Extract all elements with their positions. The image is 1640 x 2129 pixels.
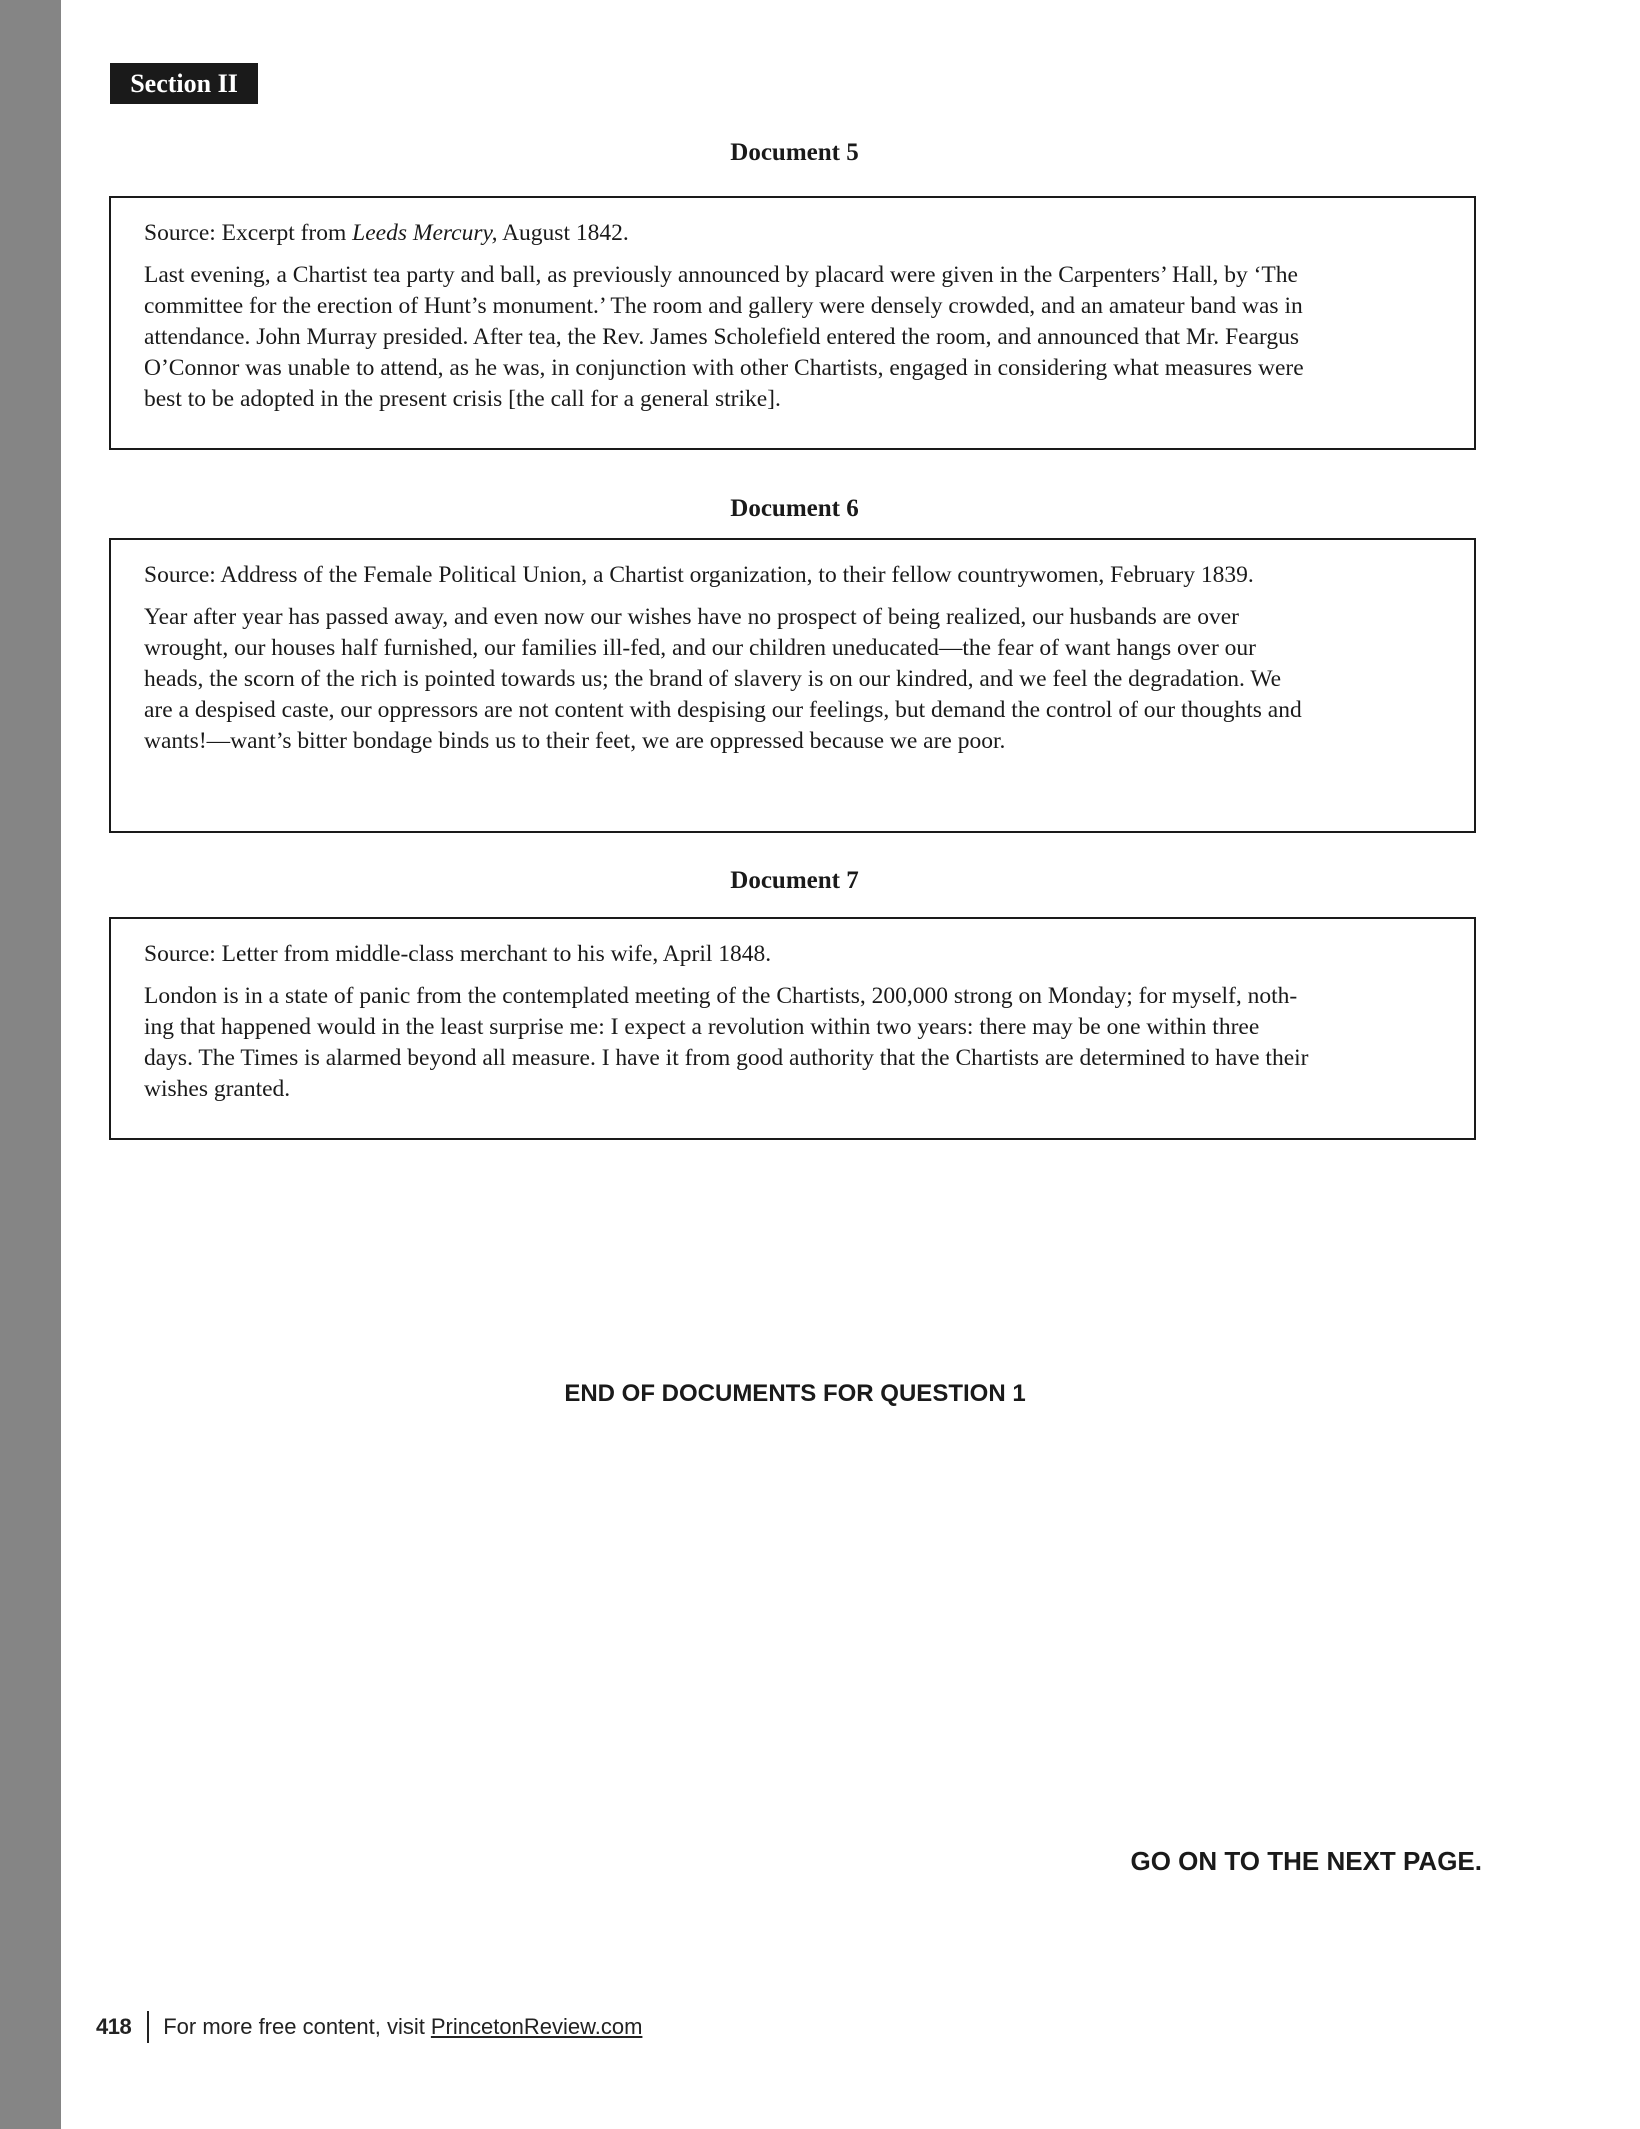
text-line: Year after year has passed away, and even now our wishes have no prospect of being realized, our husbands are over	[144, 604, 1239, 630]
text-line: attendance. John Murray presided. After tea, the Rev. James Scholefield entered the room, and announced that Mr. Feargus	[144, 324, 1300, 350]
page-number: 418	[96, 2014, 132, 2039]
document-6-source: Source: Address of the Female Political Union, a Chartist organization, to their fellow countrywomen, February 1839.	[144, 562, 1254, 588]
text-line: wishes granted.	[144, 1076, 291, 1102]
text-line: ing that happened would in the least surprise me: I expect a revolution within two years: there may be one within three	[144, 1014, 1260, 1040]
text-line: Last evening, a Chartist tea party and ball, as previously announced by placard were given in the Carpenters’ Hall, by ‘The	[144, 262, 1298, 288]
document-6-title: Document 6	[730, 495, 859, 522]
text-line: days. The Times is alarmed beyond all measure. I have it from good authority that the Chartists are determined to have their	[144, 1045, 1309, 1071]
document-7-source: Source: Letter from middle-class merchant to his wife, April 1848.	[144, 941, 772, 967]
text-line: best to be adopted in the present crisis [the call for a general strike].	[144, 386, 781, 412]
text-line: committee for the erection of Hunt’s monument.’ The room and gallery were densely crowded, and an amateur band was in	[144, 293, 1303, 319]
end-of-documents: END OF DOCUMENTS FOR QUESTION 1	[564, 1380, 1026, 1407]
footer-divider	[147, 2011, 149, 2043]
text-line: London is in a state of panic from the contemplated meeting of the Chartists, 200,000 strong on Monday; for myself, noth-	[144, 983, 1298, 1009]
document-6-box	[109, 538, 1476, 833]
go-on-next-page: GO ON TO THE NEXT PAGE.	[1130, 1846, 1482, 1876]
text-line: wrought, our houses half furnished, our families ill-fed, and our children uneducated—the fear of want hangs over our	[144, 635, 1256, 661]
text-line: heads, the scorn of the rich is pointed towards us; the brand of slavery is on our kindred, and we feel the degradation. We	[144, 666, 1282, 692]
footer-text: For more free content, visit	[163, 2014, 425, 2039]
source-prefix: Source: Excerpt from	[144, 220, 353, 246]
document-5-source	[144, 218, 1474, 249]
document-7-box	[109, 917, 1476, 1140]
page-footer	[96, 2011, 642, 2043]
document-5-title: Document 5	[730, 139, 859, 166]
page-gutter	[0, 0, 61, 2129]
source-date: August 1842.	[497, 220, 629, 246]
text-line: are a despised caste, our oppressors are not content with despising our feelings, but demand the control of our thoughts and	[144, 697, 1302, 723]
source-publication: Leeds Mercury,	[352, 220, 498, 246]
section-label: Section II	[110, 63, 258, 104]
text-line: O’Connor was unable to attend, as he was, in conjunction with other Chartists, engaged in considering what measures were	[144, 355, 1304, 381]
document-7-title: Document 7	[730, 867, 859, 894]
text-line: wants!—want’s bitter bondage binds us to their feet, we are oppressed because we are poor.	[144, 728, 1006, 754]
document-5-box	[109, 196, 1476, 450]
princeton-review-link[interactable]: PrincetonReview.com	[430, 2014, 643, 2039]
